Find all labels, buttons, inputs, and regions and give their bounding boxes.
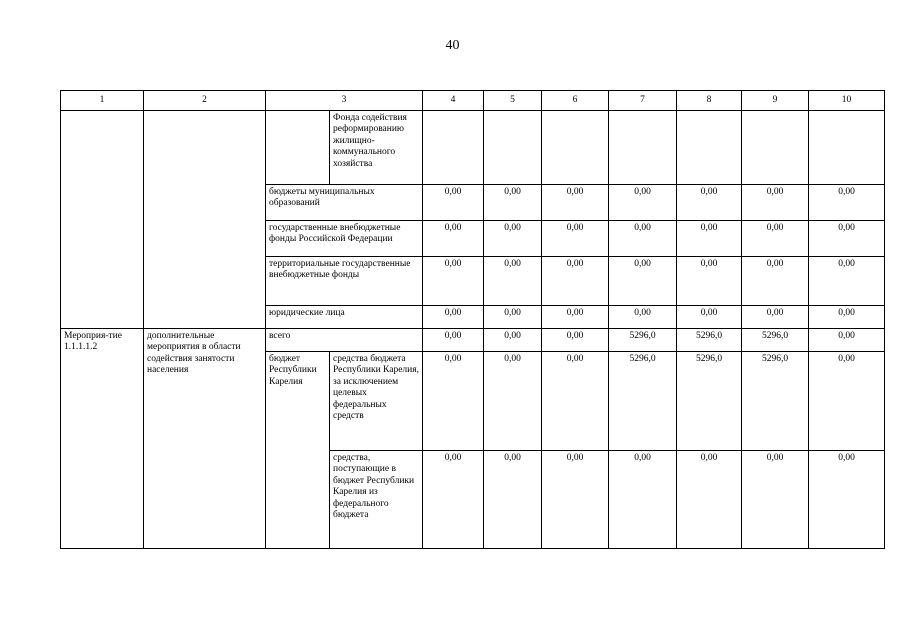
value-cell: 0,00: [484, 221, 542, 257]
value-cell: 0,00: [423, 221, 484, 257]
value-cell: 0,00: [809, 306, 885, 329]
empty-cell: [144, 111, 266, 329]
value-cell: 0,00: [542, 221, 609, 257]
empty-cell: [809, 111, 885, 185]
value-cell: 0,00: [542, 306, 609, 329]
empty-cell: [542, 111, 609, 185]
value-cell: 0,00: [542, 185, 609, 221]
empty-cell: [61, 111, 144, 329]
event-name: дополнительные мероприятия в области содействия занятости населения: [144, 329, 266, 549]
value-cell: 0,00: [423, 257, 484, 306]
value-cell: 0,00: [609, 451, 677, 549]
value-cell: 0,00: [542, 352, 609, 451]
value-cell: 0,00: [809, 185, 885, 221]
value-cell: 0,00: [609, 306, 677, 329]
row-label: юридические лица: [266, 306, 423, 329]
value-cell: 0,00: [423, 185, 484, 221]
value-cell: 0,00: [677, 451, 742, 549]
empty-cell: [484, 111, 542, 185]
empty-cell: [742, 111, 809, 185]
value-cell: 0,00: [809, 221, 885, 257]
value-cell: 5296,0: [742, 329, 809, 352]
value-cell: 0,00: [677, 257, 742, 306]
value-cell: 0,00: [809, 451, 885, 549]
value-cell: 0,00: [742, 221, 809, 257]
value-cell: 0,00: [542, 451, 609, 549]
budget-table: [60, 90, 885, 549]
empty-cell: [677, 111, 742, 185]
header-cell: 1: [61, 91, 144, 111]
value-cell: 0,00: [609, 221, 677, 257]
header-cell: 2: [144, 91, 266, 111]
row-label: территориальные государственные внебюджетные фонды: [266, 257, 423, 306]
page-number: 40: [445, 38, 460, 53]
value-cell: 5296,0: [742, 352, 809, 451]
value-cell: 0,00: [484, 352, 542, 451]
event-id: Мероприя-тие 1.1.1.1.2: [61, 329, 144, 549]
value-cell: 0,00: [677, 221, 742, 257]
row-label: бюджеты муниципальных образований: [266, 185, 423, 221]
value-cell: 0,00: [542, 257, 609, 306]
header-cell: 3: [266, 91, 423, 111]
value-cell: 0,00: [423, 329, 484, 352]
value-cell: 0,00: [609, 257, 677, 306]
value-cell: 0,00: [609, 185, 677, 221]
empty-cell: [609, 111, 677, 185]
value-cell: 5296,0: [677, 329, 742, 352]
header-cell: 6: [542, 91, 609, 111]
header-cell: 8: [677, 91, 742, 111]
header-cell: 5: [484, 91, 542, 111]
value-cell: 5296,0: [609, 329, 677, 352]
row-label: государственные внебюджетные фонды Российской Федерации: [266, 221, 423, 257]
header-cell: 7: [609, 91, 677, 111]
value-cell: 0,00: [742, 185, 809, 221]
value-cell: 0,00: [742, 451, 809, 549]
value-cell: 5296,0: [677, 352, 742, 451]
value-cell: 0,00: [677, 306, 742, 329]
header-cell: 4: [423, 91, 484, 111]
value-cell: 0,00: [809, 257, 885, 306]
row-label: Фонда содействия реформированию жилищно-коммунального хозяйства: [330, 111, 423, 185]
row-label: всего: [266, 329, 423, 352]
header-cell: 10: [809, 91, 885, 111]
row-label: средства бюджета Республики Карелия, за исключением целевых федеральных средств: [330, 352, 423, 451]
value-cell: 0,00: [542, 329, 609, 352]
value-cell: 0,00: [484, 185, 542, 221]
value-cell: 0,00: [809, 329, 885, 352]
value-cell: 0,00: [423, 306, 484, 329]
value-cell: 0,00: [742, 257, 809, 306]
value-cell: 0,00: [484, 329, 542, 352]
row-label: средства, поступающие в бюджет Республики Карелия из федерального бюджета: [330, 451, 423, 549]
value-cell: 0,00: [484, 306, 542, 329]
empty-cell: [266, 111, 330, 185]
value-cell: 0,00: [423, 352, 484, 451]
empty-cell: [423, 111, 484, 185]
value-cell: 5296,0: [609, 352, 677, 451]
value-cell: 0,00: [742, 306, 809, 329]
row-label: бюджет Республики Карелия: [266, 352, 330, 549]
value-cell: 0,00: [484, 257, 542, 306]
header-cell: 9: [742, 91, 809, 111]
value-cell: 0,00: [484, 451, 542, 549]
table-row: [61, 329, 885, 352]
table-row: [61, 111, 885, 185]
header-row: [61, 91, 885, 111]
value-cell: 0,00: [677, 185, 742, 221]
value-cell: 0,00: [423, 451, 484, 549]
value-cell: 0,00: [809, 352, 885, 451]
